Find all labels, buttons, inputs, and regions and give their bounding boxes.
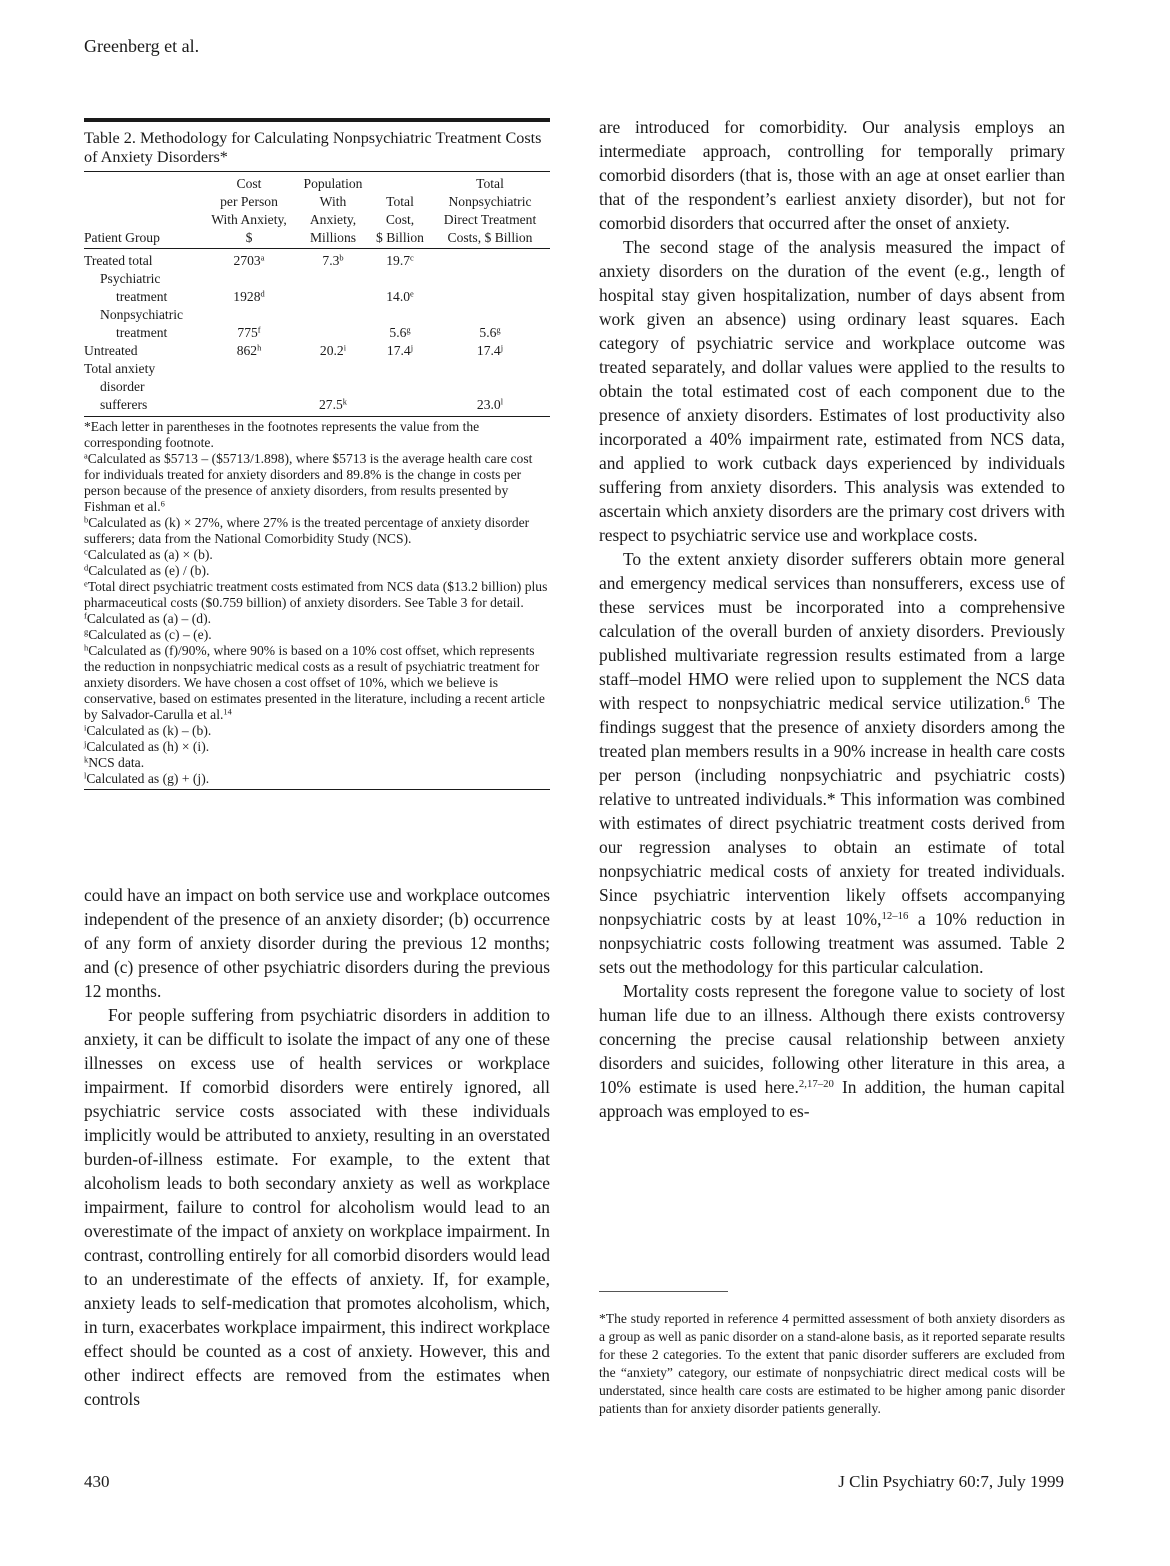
paragraph: The second stage of the analysis measured the impact of anxiety disorders on the duration of the event (e.g., length of hospital stay given hospitalization, number of days absent from work given an absence) using ordinary least squares. Each category of psychiatric service and workplace outcome was treated separately, and dollar values were applied to the results to obtain the total estimated cost of each component due to the presence of anxiety disorders. Estimates of lost productivity also incorporated a 40% impairment rate, estimated from NCS data, and applied to work cutback days experienced by individuals suffering from anxiety disorders. This analysis was extended to ascertain which anxiety disorders are the primary cost drivers with respect to psychiatric service use and workplace costs. — [599, 237, 1065, 545]
cell-nonpsych — [430, 252, 550, 270]
col-header-population — [296, 172, 370, 248]
citation: 6 — [1024, 694, 1030, 707]
paragraph: could have an impact on both service use and workplace outcomes independent of the presence of an anxiety disorder; (b) occurrence of any form of anxiety disorder during the previous 12 months; and (c) presence of other psychiatric disorders during the previous 12 months. — [84, 885, 550, 1001]
col-header-line: $ — [245, 230, 253, 245]
col-header-line: Total — [476, 176, 504, 191]
table-header-row — [84, 172, 550, 248]
col-header-line: $ Billion — [376, 230, 424, 245]
cell-nonpsych: 5.6$^g$ — [479, 324, 501, 340]
table-footnote: $^h$Calculated as (f)/90%, where 90% is based on a 10% cost offset, which represents the reduction in nonpsychiatric medical costs as a result of psychiatric treatment for anxiety disorders. We have chosen a cost offset of 10%, which we believe is conservative, based on estimates presented in the literature, including a recent article by Salvador-Carulla et al.$^{14}$ — [84, 642, 545, 722]
row-label: Untreated — [84, 343, 138, 358]
cell-cost: 2703$^a$ — [233, 252, 265, 268]
table-footnote: $^l$Calculated as (g) + (j). — [84, 770, 210, 786]
cell-nonpsych — [430, 288, 550, 306]
cell-population — [296, 288, 370, 306]
row-label: Nonpsychiatric — [100, 307, 184, 322]
cell-cost: 775$^f$ — [237, 324, 261, 340]
table-footnote: $^k$NCS data. — [84, 754, 145, 770]
paragraph: For people suffering from psychiatric disorders in addition to anxiety, it can be difficult to isolate the impact of any one of these illnesses on excess use of health services or workplace impairment. If comorbid disorders were entirely ignored, all psychiatric service costs associated with these individuals implicitly would be attributed to anxiety, resulting in an overstated burden-of-illness estimate. For example, to the extent that alcoholism leads to both secondary anxiety as well as workplace impairment, failure to control for alcoholism would lead to an overestimate of the impact of anxiety on workplace impairment. In contrast, controlling entirely for all comorbid disorders would lead to an underestimate of the effects of anxiety. If, for example, anxiety leads to self-medication that promotes alcoholism, which, in turn, exacerbates workplace impairment, this indirect workplace effect should be counted as a cost of anxiety. However, this and other indirect effects are removed from the estimates when controls — [84, 1005, 550, 1409]
cell-cost — [202, 396, 296, 414]
cell-nonpsych: 17.4$^j$ — [476, 342, 504, 358]
col-header-line: Cost, — [385, 212, 415, 227]
page-number: 430 — [84, 1472, 110, 1491]
cell-total — [370, 396, 430, 414]
row-label: treatment — [116, 289, 168, 304]
col-header-line: Nonpsychiatric — [448, 194, 532, 209]
running-head: Greenberg et al. — [84, 36, 200, 56]
data-table — [84, 172, 550, 414]
col-header-line: Anxiety, — [309, 212, 357, 227]
col-header-line: Millions — [309, 230, 357, 245]
table-footnote: $^d$Calculated as (e) / (b). — [84, 562, 210, 578]
cell-population: 27.5$^k$ — [318, 396, 347, 412]
row-label: sufferers — [100, 397, 148, 412]
cell-total: 17.4$^j$ — [386, 342, 414, 358]
table-footnote: *Each letter in parentheses in the footnotes represents the value from the corresponding footnote. — [84, 419, 480, 450]
right-column-text — [599, 115, 1065, 1123]
footnote-rule — [599, 1291, 728, 1292]
table-title: Table 2. Methodology for Calculating Nonpsychiatric Treatment Costs of Anxiety Disorders* — [84, 129, 542, 166]
table-row-label-line — [84, 306, 550, 324]
col-header-line: Cost — [236, 176, 262, 191]
table-bottom-rule — [84, 789, 550, 790]
col-header-line: With — [319, 194, 347, 209]
col-header-line: Total — [386, 194, 414, 209]
col-header-line: Direct Treatment — [443, 212, 537, 227]
table-row — [84, 396, 550, 414]
col-header-line: Population — [303, 176, 363, 191]
table-footnotes — [84, 417, 550, 789]
table-footnote: $^j$Calculated as (h) × (i). — [84, 738, 210, 754]
journal-citation: J Clin Psychiatry 60:7, July 1999 — [838, 1472, 1064, 1491]
table-row — [84, 342, 550, 360]
table-row — [84, 252, 550, 270]
table-footnote: $^g$Calculated as (c) – (e). — [84, 626, 212, 642]
row-label: Treated total — [84, 253, 153, 268]
col-header-cost-per-person — [202, 172, 296, 248]
table-footnote: $^e$Total direct psychiatric treatment costs estimated from NCS data ($13.2 billion) plus pharmaceutical costs ($0.759 billion) of anxiety disorders. See Table 3 for detail. — [84, 578, 548, 610]
cell-cost: 1928$^d$ — [233, 288, 265, 304]
table-row — [84, 324, 550, 342]
row-label: Psychiatric — [100, 271, 161, 286]
cell-total: 19.7$^c$ — [386, 252, 414, 268]
left-column-text — [84, 883, 550, 1411]
table-row — [84, 288, 550, 306]
col-header-line: per Person — [220, 194, 278, 209]
page-footnote: *The study reported in reference 4 permitted assessment of both anxiety disorders as a group as well as panic disorder on a stand-alone basis, as it reported separate results for these 2 categories. To the extent that panic disorder sufferers are excluded from the “anxiety” category, our estimate of nonpsychiatric direct medical costs will be understated, since health care costs are estimated to be higher among panic disorder patients than for anxiety disorder patients generally. — [599, 1311, 1065, 1416]
paragraph: are introduced for comorbidity. Our analysis employs an intermediate approach, controlling for temporally primary comorbid disorders (that is, those with an age at onset earlier than that of the respondent’s earliest anxiety disorder), but not for comorbid disorders that occurred after the onset of anxiety. — [599, 117, 1065, 233]
row-label: Total anxiety — [84, 361, 156, 376]
cell-nonpsych: 23.0$^l$ — [476, 396, 504, 412]
cell-cost: 862$^h$ — [236, 342, 262, 358]
cell-total: 14.0e — [386, 288, 414, 304]
table-footnote: $^c$Calculated as (a) × (b). — [84, 546, 213, 562]
table-row-label-line — [84, 360, 550, 378]
table-footnote: $^f$Calculated as (a) – (d). — [84, 610, 211, 626]
cell-population: 20.2$^i$ — [319, 342, 347, 358]
col-header-nonpsych-costs — [430, 172, 550, 248]
table-footnote: $^a$Calculated as $5713 – ($5713/1.898), where $5713 is the average health care cost for individuals treated for anxiety disorders and 89.8% is the change in costs per person because of the presence of anxiety disorders, from results presented by Fishman et al.$^6$ — [84, 450, 533, 514]
col-header-line: Patient Group — [84, 230, 160, 245]
col-header-line: With Anxiety, — [211, 212, 287, 227]
col-header-patient-group — [84, 172, 202, 248]
col-header-line: Costs, $ Billion — [447, 230, 533, 245]
citation: 2,17–20 — [798, 1078, 834, 1091]
cell-population — [296, 324, 370, 342]
paragraph: Mortality costs represent the foregone value to society of lost human life due to an illness. Although there exists controversy concerning the precise causal relationship between anxiety disorders and suicides, following other literature in this area, a 10% estimate is used here.$^{2,17-20}$ In addition, the human capital approach was employed to es- — [599, 981, 1065, 1121]
row-label: disorder — [100, 379, 145, 394]
table-row-label-line — [84, 270, 550, 288]
citation: 12–16 — [881, 910, 909, 923]
cell-total: 5.6$^g$ — [389, 324, 411, 340]
table-2 — [84, 118, 550, 790]
col-header-total-cost — [370, 172, 430, 248]
row-label: treatment — [116, 325, 168, 340]
table-row-label-line — [84, 378, 550, 396]
table-footnote: $^i$Calculated as (k) – (b). — [84, 722, 212, 738]
cell-population: 7.3$^b$ — [322, 252, 344, 268]
paragraph: To the extent anxiety disorder sufferers obtain more general and emergency medical services than nonsufferers, excess use of these services must be incorporated into a comprehensive calculation of the overall burden of anxiety disorders. Previously published multivariate regression results estimated from a large staff–model HMO were relied upon to supplement the NCS data with respect to nonpsychiatric medical service utilization.$^6$ The findings suggest that the presence of anxiety disorders among the treated plan members results in a 90% increase in health care costs per person (including nonpsychiatric and psychiatric costs) relative to untreated individuals.* This information was combined with estimates of direct psychiatric treatment costs derived from our regression analyses to obtain an estimate of total nonpsychiatric medical costs of anxiety for treated individuals. Since psychiatric intervention likely offsets accompanying nonpsychiatric costs by at least 10%,$^{12-16}$ a 10% reduction in nonpsychiatric costs following treatment was assumed. Table 2 sets out the methodology for this particular calculation. — [599, 549, 1066, 977]
table-footnote: $^b$Calculated as (k) × 27%, where 27% is the treated percentage of anxiety disorder sufferers; data from the National Comorbidity Study (NCS). — [84, 514, 530, 546]
